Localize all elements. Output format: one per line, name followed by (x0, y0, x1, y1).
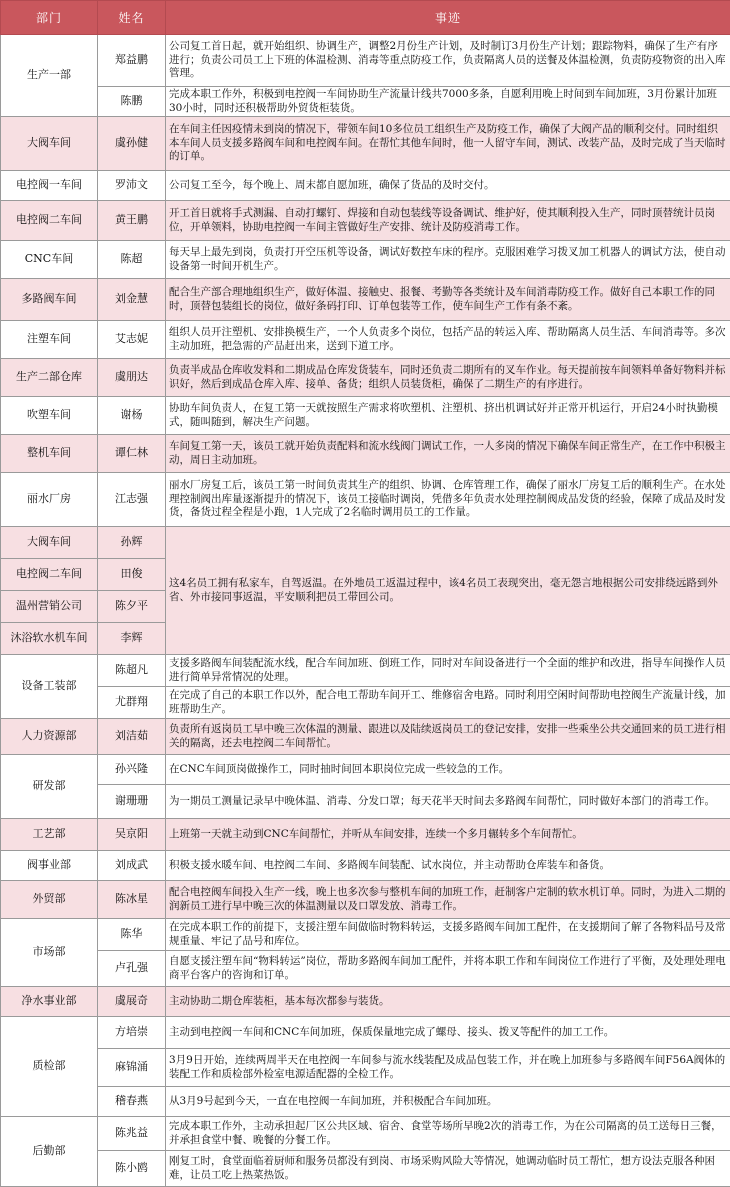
name-cell: 吴京阳 (98, 819, 166, 851)
deeds-cell: 负责所有返岗员工早中晚三次体温的测量、跟进以及陆续返岗员工的登记安排，安排一些乘坐公共交通回来的员工进行相关的隔离，还去电控阀二车间帮忙。 (166, 719, 730, 755)
name-cell: 谢珊珊 (98, 785, 166, 819)
dept-cell: 人力资源部 (1, 719, 98, 755)
name-cell: 江志强 (98, 473, 166, 527)
table-row (1, 171, 730, 201)
table-row (1, 951, 730, 987)
deeds-cell: 积极支援水暖车间、电控阀二车间、多路阀车间装配、试水岗位，并主动帮助仓库装车和备货。 (166, 851, 730, 881)
header-name: 姓名 (98, 1, 166, 35)
deeds-cell: 刚复工时，食堂面临着厨师和服务员都没有到岗、市场采购风险大等情况，她调动临时员工帮忙，想方设法克服各种困难，让员工吃上热菜热饭。 (166, 1151, 730, 1187)
deeds-cell: 在车间主任因疫情未到岗的情况下，带领车间10多位员工组织生产及防疫工作，确保了大阀产品的顺利交付。同时组织本车间人员支援多路阀车间和电控阀车间。在帮忙其他车间时，他一人留守车间，测试、改装产品，及时完成了当天临时的订单。 (166, 117, 730, 171)
deeds-cell: 组织人员开注塑机、安排换模生产，一个人负责多个岗位，包括产品的转运入库、帮助隔离人员生活、车间消毒等。多次主动加班，把急需的产品赶出来，送到下道工序。 (166, 321, 730, 359)
table-row (1, 655, 730, 687)
name-cell: 卢孔强 (98, 951, 166, 987)
name-cell: 田俊 (98, 559, 166, 591)
name-cell: 麻锦涌 (98, 1049, 166, 1087)
table-row (1, 1117, 730, 1151)
table-row (1, 687, 730, 719)
table-row (1, 279, 730, 321)
dept-cell: 吹塑车间 (1, 397, 98, 435)
name-cell: 李辉 (98, 623, 166, 655)
dept-cell: 市场部 (1, 919, 98, 987)
dept-cell: 丽水厂房 (1, 473, 98, 527)
deeds-cell: 丽水厂房复工后，该员工第一时间负责其生产的组织、协调、仓库管理工作，确保了丽水厂房复工后的顺利生产。在水处理控制阀出库量逐渐提升的情况下，该员工接临时调岗，凭借多年负责水处理控制阀成品发货的经验，保障了成品及时发货，备货过程全程是小跑，1人完成了2名临时调用员工的工作量。 (166, 473, 730, 527)
table-row (1, 35, 730, 87)
table-row (1, 819, 730, 851)
header-row (1, 1, 730, 35)
deeds-cell: 每天早上最先到岗，负责打开空压机等设备，调试好数控车床的程序。克服困难学习拨叉加工机器人的调试方法，使自动设备第一时间开机生产。 (166, 241, 730, 279)
dept-cell: 研发部 (1, 755, 98, 819)
name-cell: 刘成武 (98, 851, 166, 881)
table-row (1, 435, 730, 473)
dept-cell: 生产二部仓库 (1, 359, 98, 397)
table-row (1, 321, 730, 359)
name-cell: 陈小鸥 (98, 1151, 166, 1187)
table-row (1, 117, 730, 171)
deeds-cell: 开工首日就将手式测漏、自动打螺钉、焊接和自动包装线等设备调试、维护好，使其顺利投入生产，同时顶替统计员岗位，开单领料，协助电控阀一车间主管做好生产安排、统计及防疫消毒工作。 (166, 201, 730, 241)
table-row (1, 241, 730, 279)
dept-cell: 生产一部 (1, 35, 98, 117)
name-cell: 罗沛文 (98, 171, 166, 201)
table-row (1, 397, 730, 435)
dept-cell: 电控阀一车间 (1, 171, 98, 201)
name-cell: 谢杨 (98, 397, 166, 435)
deeds-cell: 上班第一天就主动到CNC车间帮忙，并听从车间安排，连续一个多月辗转多个车间帮忙。 (166, 819, 730, 851)
deeds-cell: 负责半成品仓库收发料和二期成品仓库发货装车，同时还负责二期所有的叉车作业。每天提前按车间领料单备好物料并标识好，然后到成品仓库入库、接单、备货；组织人员装货柜，确保了二期生产的有序进行。 (166, 359, 730, 397)
name-cell: 陈超凡 (98, 655, 166, 687)
table-row (1, 919, 730, 951)
table-row (1, 1049, 730, 1087)
name-cell: 陈华 (98, 919, 166, 951)
deeds-cell: 支援多路阀车间装配流水线，配合车间加班、倒班工作，同时对车间设备进行一个全面的维护和改进，指导车间操作人员进行简单异常情况的处理。 (166, 655, 730, 687)
deeds-cell: 完成本职工作外，积极到电控阀一车间协助生产流量计线共7000多条，自愿利用晚上时间到车间加班，3月份累计加班30小时，同时还积极帮助外贸货柜装货。 (166, 87, 730, 117)
name-cell: 刘洁茹 (98, 719, 166, 755)
name-cell: 刘金慧 (98, 279, 166, 321)
deeds-cell: 配合生产部合理地组织生产，做好体温、接触史、报餐、考勤等各类统计及车间消毒防疫工作。做好自己本职工作的同时，顶替包装组长的岗位，做好条码打印、订单包装等工作，使车间生产工作有条不紊。 (166, 279, 730, 321)
deeds-cell: 协助车间负责人，在复工第一天就按照生产需求将吹塑机、注塑机、挤出机调试好并正常开机运行，开启24小时执勤模式，随叫随到，解决生产问题。 (166, 397, 730, 435)
name-cell: 陈冰星 (98, 881, 166, 919)
table-row (1, 359, 730, 397)
dept-cell: 外贸部 (1, 881, 98, 919)
deeds-cell: 3月9日开始，连续两周半天在电控阀一车间参与流水线装配及成品包装工作，并在晚上加班参与多路阀车间F56A阀体的装配工作和质检部外检室电源适配器的全检工作。 (166, 1049, 730, 1087)
name-cell: 虞朋达 (98, 359, 166, 397)
dept-cell: CNC车间 (1, 241, 98, 279)
deeds-cell: 车间复工第一天，该员工就开始负责配料和流水线阀门调试工作，一人多岗的情况下确保车间正常生产，在工作中积极主动，周日主动加班。 (166, 435, 730, 473)
dept-cell: 设备工装部 (1, 655, 98, 719)
deeds-cell: 从3月9号起到今天，一直在电控阀一车间加班，并积极配合车间加班。 (166, 1087, 730, 1117)
dept-cell: 阀事业部 (1, 851, 98, 881)
dept-cell: 整机车间 (1, 435, 98, 473)
deeds-cell: 这4名员工拥有私家车，自驾返温。在外地员工返温过程中，该4名员工表现突出，毫无怨言地根据公司安排绕远路到外省、外市接同事返温，平安顺利把员工带回公司。 (166, 527, 730, 655)
table-row (1, 755, 730, 785)
name-cell: 陈夕平 (98, 591, 166, 623)
dept-cell: 质检部 (1, 1017, 98, 1117)
deeds-cell: 配合电控阀车间投入生产一线，晚上也多次参与整机车间的加班工作，赶制客户定制的软水机订单。同时，为进入二期的润新员工进行早中晚三次的体温测量以及口罩发放、消毒工作。 (166, 881, 730, 919)
table-row (1, 719, 730, 755)
deeds-cell: 为一期员工测量记录早中晚体温、消毒、分发口罩；每天花半天时间去多路阀车间帮忙，同时做好本部门的消毒工作。 (166, 785, 730, 819)
dept-cell: 电控阀二车间 (1, 559, 98, 591)
table-row (1, 987, 730, 1017)
name-cell: 孙辉 (98, 527, 166, 559)
dept-cell: 后勤部 (1, 1117, 98, 1187)
table-row (1, 1087, 730, 1117)
name-cell: 虞孙健 (98, 117, 166, 171)
table-row (1, 785, 730, 819)
dept-cell: 沐浴软水机车间 (1, 623, 98, 655)
table-body (1, 35, 730, 1187)
name-cell: 孙兴隆 (98, 755, 166, 785)
deeds-cell: 公司复工至今，每个晚上、周末都自愿加班，确保了货品的及时交付。 (166, 171, 730, 201)
deeds-cell: 主动协助二期仓库装柜，基本每次都参与装货。 (166, 987, 730, 1017)
dept-cell: 净水事业部 (1, 987, 98, 1017)
name-cell: 陈鹏 (98, 87, 166, 117)
dept-cell: 多路阀车间 (1, 279, 98, 321)
dept-cell: 注塑车间 (1, 321, 98, 359)
header-deeds: 事迹 (166, 1, 730, 35)
name-cell: 郑益鹏 (98, 35, 166, 87)
table-row (1, 851, 730, 881)
table-row (1, 527, 730, 559)
deeds-cell: 在完成了自己的本职工作以外，配合电工帮助车间开工、维修宿舍电路。同时利用空闲时间帮助电控阀生产流量计线，加班帮助生产。 (166, 687, 730, 719)
dept-cell: 大阀车间 (1, 527, 98, 559)
table-row (1, 1151, 730, 1187)
name-cell: 尤群翔 (98, 687, 166, 719)
deeds-cell: 公司复工首日起，就开始组织、协调生产，调整2月份生产计划，及时制订3月份生产计划；跟踪物料，确保了生产有序进行；负责公司员工上下班的体温检测、消毒等重点防疫工作，负责隔离人员的送餐及体温检测，负责防疫物资的出入库管理。 (166, 35, 730, 87)
name-cell: 艾志妮 (98, 321, 166, 359)
table-row (1, 1017, 730, 1049)
deeds-cell: 完成本职工作外，主动承担起厂区公共区域、宿舍、食堂等场所早晚2次的消毒工作，为在公司隔离的员工送每日三餐，并承担食堂中餐、晚餐的分餐工作。 (166, 1117, 730, 1151)
name-cell: 稽春燕 (98, 1087, 166, 1117)
name-cell: 虞展奇 (98, 987, 166, 1017)
dept-cell: 大阀车间 (1, 117, 98, 171)
table-row (1, 87, 730, 117)
dept-cell: 工艺部 (1, 819, 98, 851)
name-cell: 黄王鹏 (98, 201, 166, 241)
dept-cell: 电控阀二车间 (1, 201, 98, 241)
header-dept: 部门 (1, 1, 98, 35)
dept-cell: 温州营销公司 (1, 591, 98, 623)
deeds-cell: 主动到电控阀一车间和CNC车间加班，保质保量地完成了螺母、接头、拨叉等配件的加工工作。 (166, 1017, 730, 1049)
table-row (1, 473, 730, 527)
deeds-cell: 自愿支援注塑车间“物料转运”岗位，帮助多路阀车间加工配件，并将本职工作和车间岗位工作进行了平衡，及处理处理电商平台客户的咨询和订单。 (166, 951, 730, 987)
deeds-cell: 在完成本职工作的前提下，支援注塑车间做临时物料转运，支援多路阀车间加工配件，在支援期间了解了各物料品号及常规重量、牢记了品号和库位。 (166, 919, 730, 951)
name-cell: 陈超 (98, 241, 166, 279)
deeds-cell: 在CNC车间顶岗做操作工，同时抽时间回本职岗位完成一些较急的工作。 (166, 755, 730, 785)
name-cell: 陈兆益 (98, 1117, 166, 1151)
table-row (1, 201, 730, 241)
name-cell: 方培崇 (98, 1017, 166, 1049)
name-cell: 谭仁林 (98, 435, 166, 473)
table-row (1, 881, 730, 919)
